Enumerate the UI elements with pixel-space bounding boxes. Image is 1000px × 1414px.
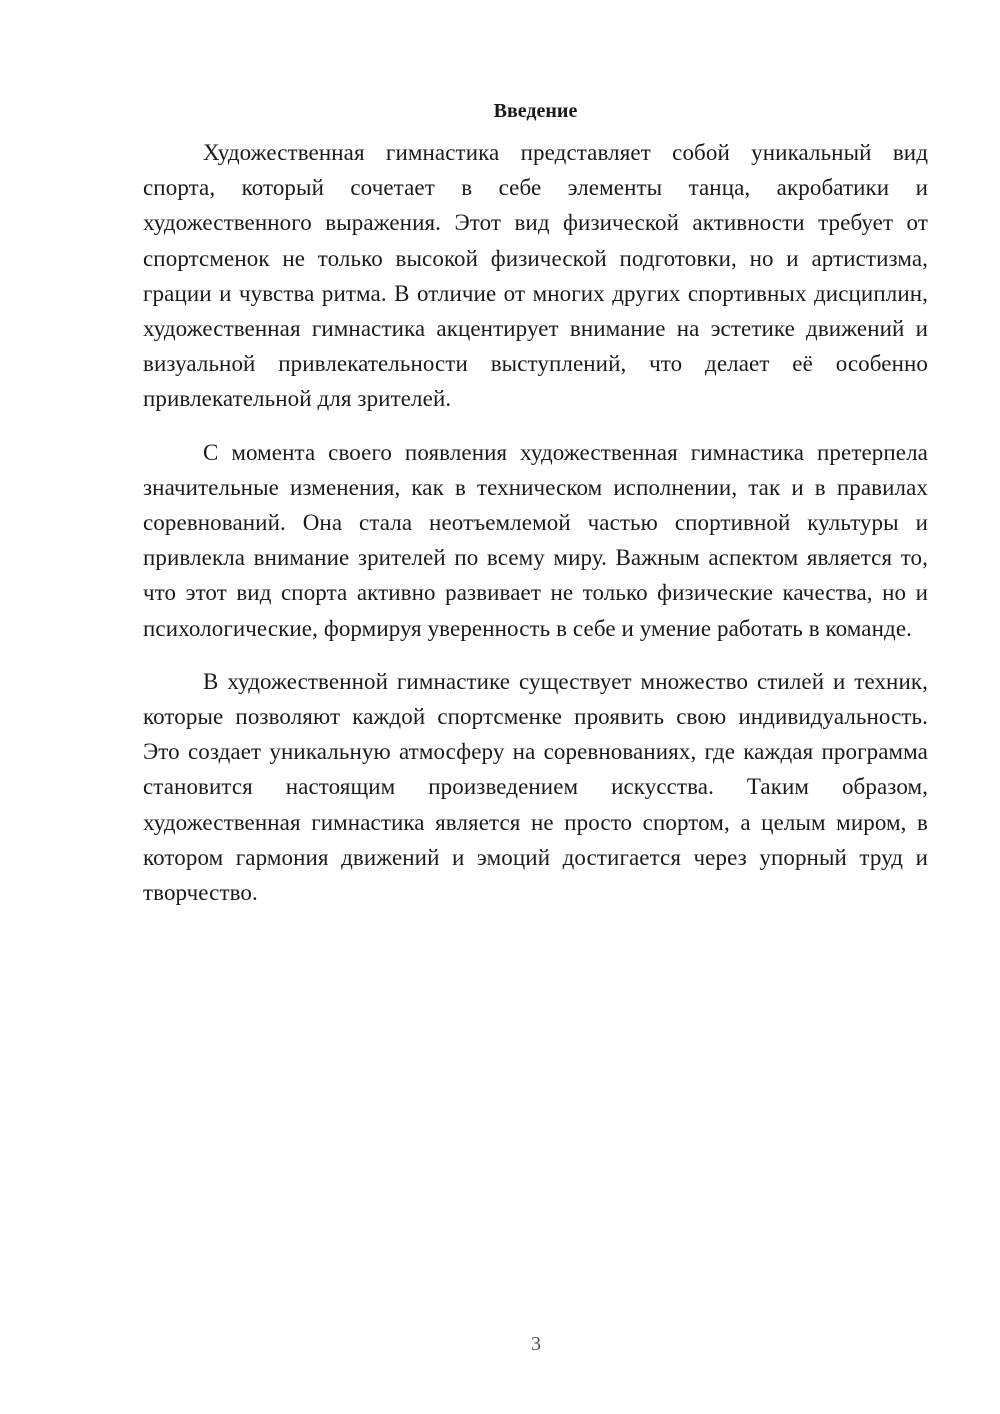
paragraph-2: С момента своего появления художественная гимнастика претерпела значительные изменения, как в техническом исполнении, так и в правилах соревнований. Она стала неотъемлемой частью спортивной культуры и привлекла внимание зрителей по всему миру. Важным аспектом является то, что этот вид спорта активно развивает не только физические качества, но и психологические, формируя уверенность в себе и умение работать в команде. [143, 439, 928, 641]
section-heading: Введение [493, 100, 578, 122]
page-number: 3 [531, 1333, 541, 1355]
document-body [143, 97, 928, 928]
paragraph-1: Художественная гимнастика представляет собой уникальный вид спорта, который сочетает в себе элементы танца, акробатики и художественного выражения. Этот вид физической активности требует от спортсменок не только высокой физической подготовки, но и артистизма, грации и чувства ритма. В отличие от многих других спортивных дисциплин, художественная гимнастика акцентирует внимание на эстетике движений и визуальной привлекательности выступлений, что делает её особенно привлекательной для зрителей. [143, 140, 928, 412]
paragraph-3: В художественной гимнастике существует множество стилей и техник, которые позволяют каждой спортсменке проявить свою индивидуальность. Это создает уникальную атмосферу на соревнованиях, где каждая программа становится настоящим произведением искусства. Таким образом, художественная гимнастика является не просто спортом, а целым миром, в котором гармония движений и эмоций достигается через упорный труд и творчество. [143, 668, 928, 906]
